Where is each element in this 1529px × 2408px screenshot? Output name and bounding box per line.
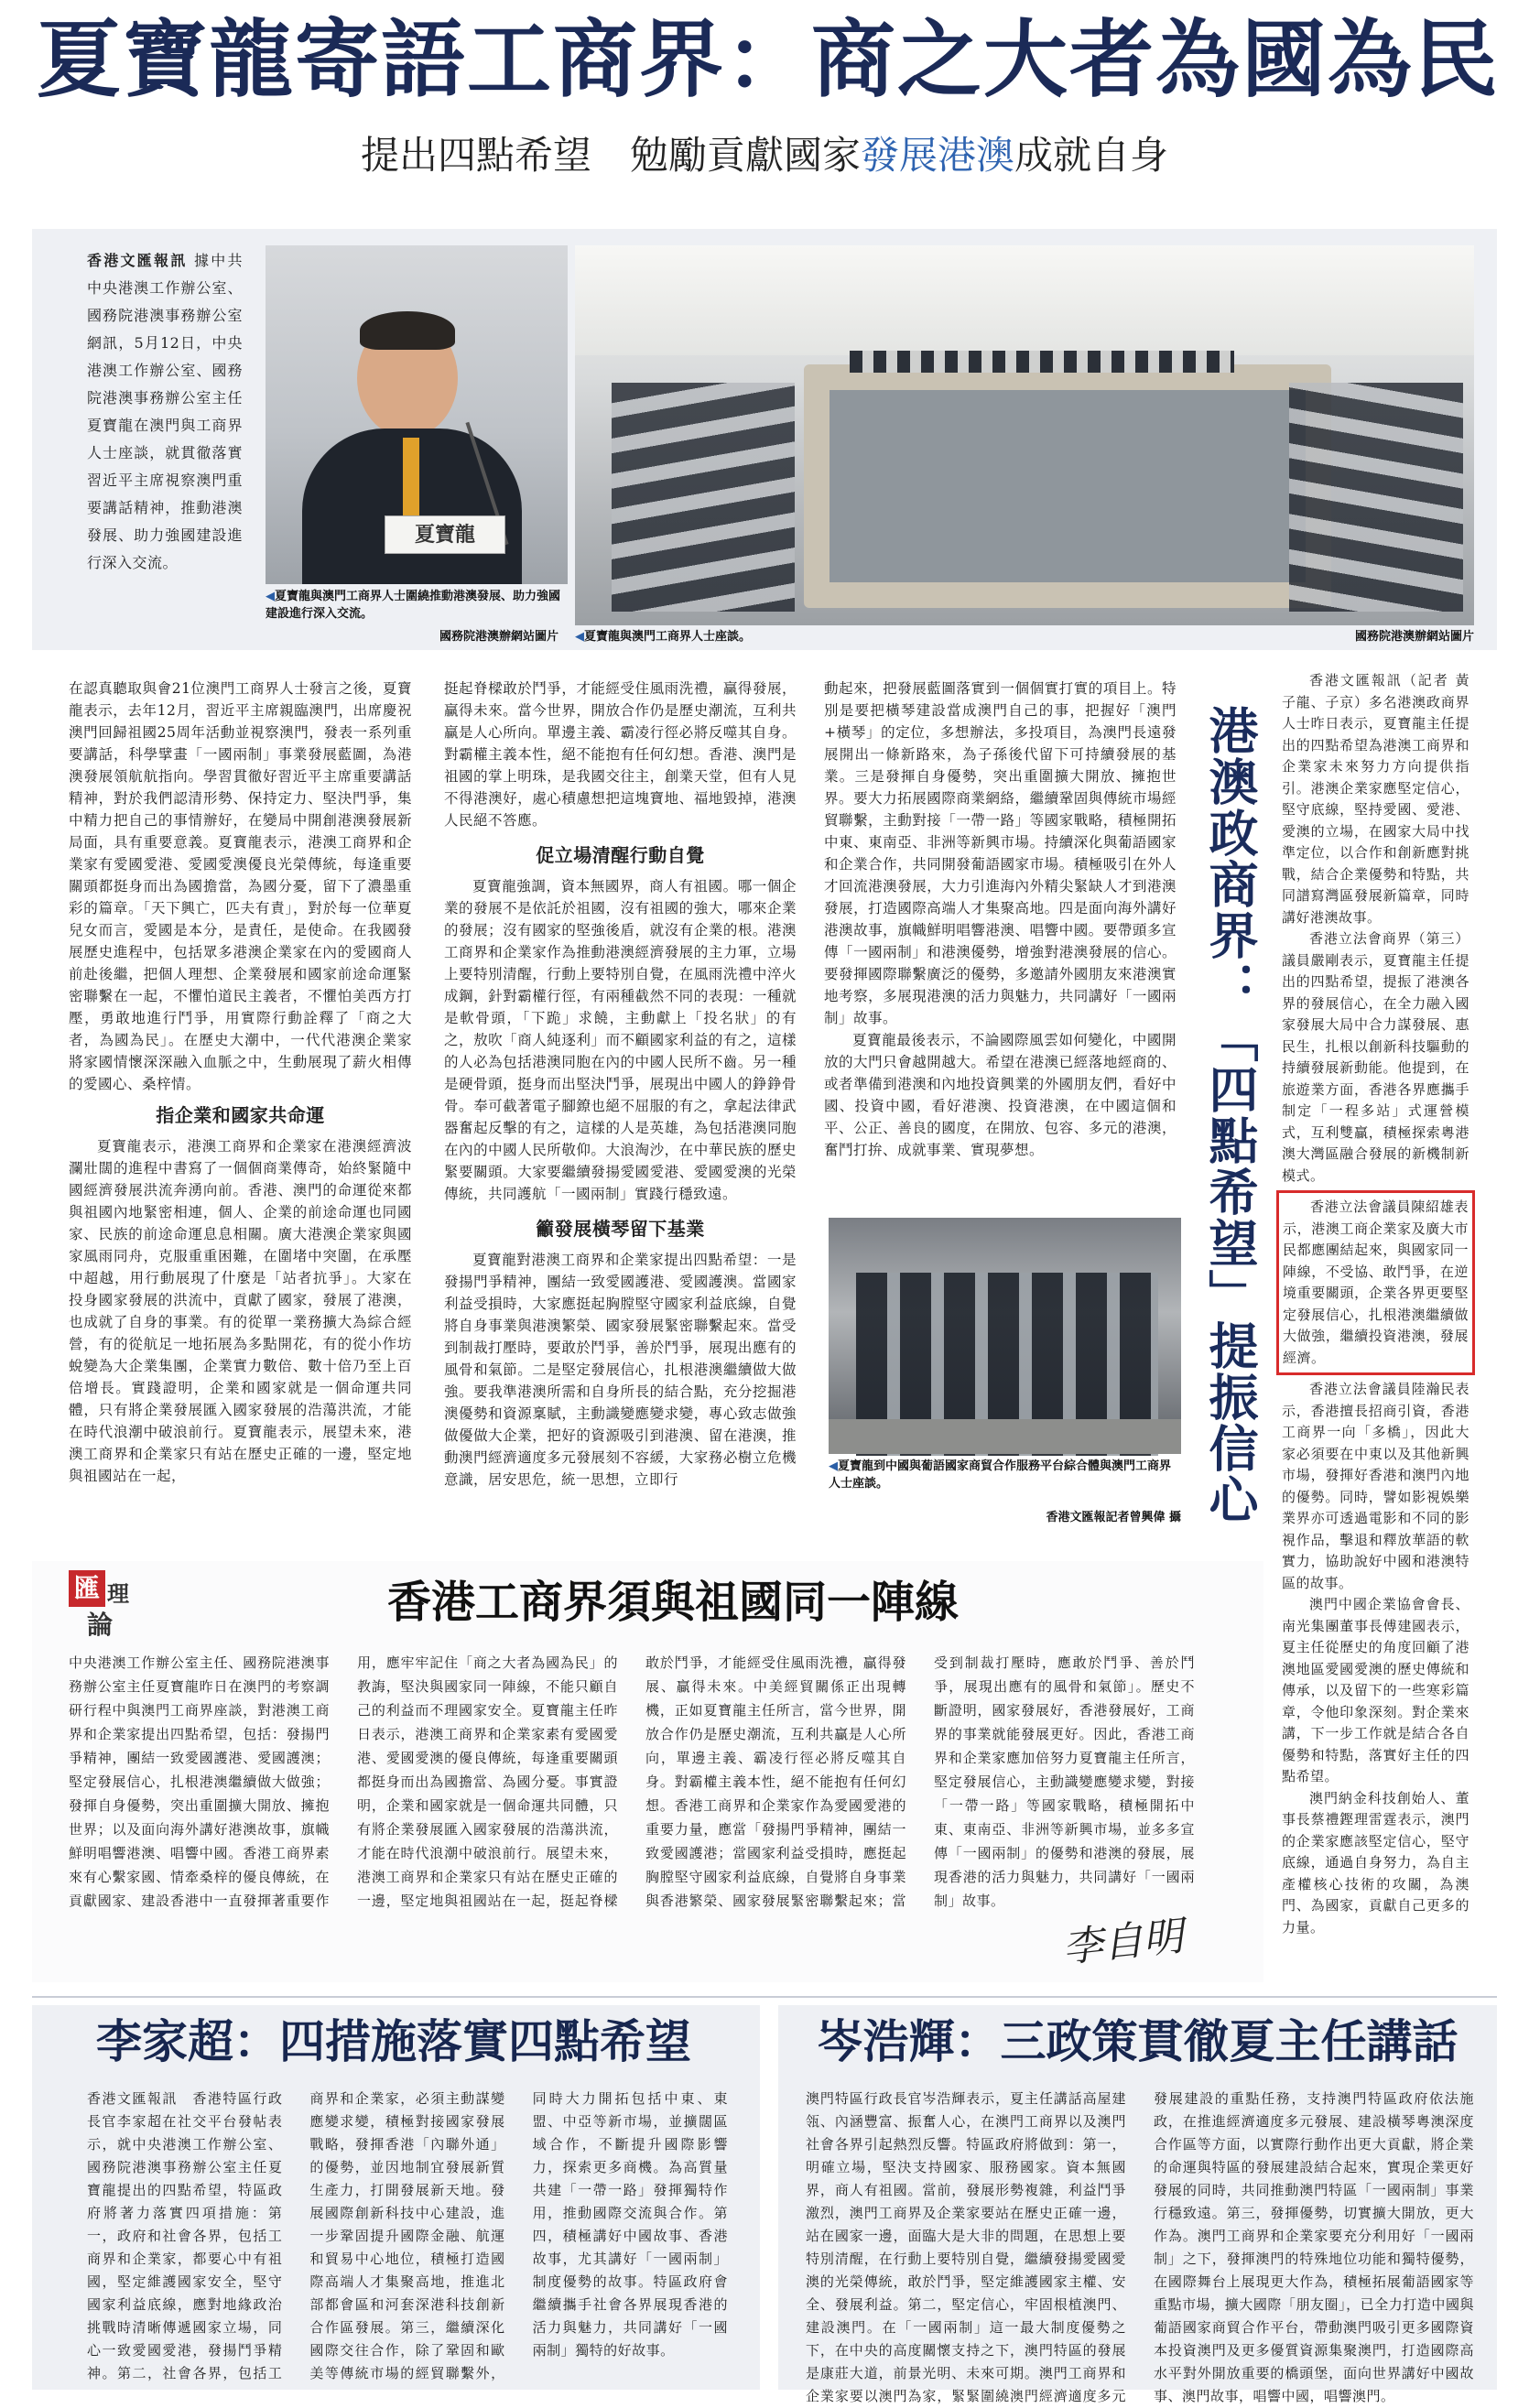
sidebar-s5: 澳門中國企業協會會長、南光集團董事長傅建國表示，夏主任從歷史的角度回顧了港澳地區愛國愛澳的歷史傳統和傳承，以及留下的一些寒彩篇章，令他印象深刻。對企業來講，下一步工作就是結合各自優勢和特點，落實好主任的四點希望。 bbox=[1282, 1596, 1469, 1784]
photo-meeting-credit: 國務院港澳辦網站圖片 bbox=[1354, 630, 1474, 644]
photo-portrait bbox=[266, 245, 568, 584]
body-c2: 挺起脊樑敢於鬥爭，才能經受住風雨洗禮，贏得發展，贏得未來。當今世界，開放合作仍是歷史潮流，互利共贏是人心所向。單邊主義、霸凌行徑必將反噬其自身。對霸權主義本性，絕不能抱有任何幻想。香港、澳門是祖國的掌上明珠，是我國交往主，創業天堂，但有人見不得港澳好，處心積慮想把這塊寶地、福地毀掉，港澳人民絕不答應。 bbox=[444, 680, 797, 829]
subtitle-part-a: 提出四點希望 勉勵貢獻國家 bbox=[360, 133, 861, 178]
commentary-text: 中央港澳工作辦公室主任、國務院港澳事務辦公室主任夏寶龍昨日在澳門的考察調研行程中與澳門工商界座談，對港澳工商界和企業家提出四點希望，包括：發揚門爭精神，團結一致愛國護港、愛國護澳；堅定發展信心，扎根港澳繼續做大做強；發揮自身優勢，突出重圍擴大開放、擁抱世界；以及面向海外講好港澳故事，旗幟鮮明唱響港澳、唱響中國。香港工商界素來有心繫家國、情牽桑梓的優良傳統，在貢獻國家、建設香港中一直發揮著重要作用，應牢牢記住「商之大者為國為民」的教誨，堅決與國家同一陣線，不能只顧自己的利益而不理國家安全。夏寶龍主任昨日表示，港澳工商界和企業家素有愛國愛港、愛國愛澳的優良傳統，每逢重要關頭都挺身而出為國擔當、為國分憂。事實證明，企業和國家就是一個命運共同體，只有將企業發展匯入國家發展的浩蕩洪流，才能在時代浪潮中破浪前行。展望未來，港澳工商界和企業家只有站在歷史正確的一邊，堅定地與祖國站在一起，挺起脊樑敢於鬥爭，才能經受住風雨洗禮，贏得發展、贏得未來。中美經貿關係正出現轉機，正如夏寶龍主任所言，當今世界，開放合作仍是歷史潮流，互利共贏是人心所向，單邊主義、霸凌行徑必將反噬其自身。對霸權主義本性，絕不能抱有任何幻想。香港工商界和企業家作為愛國愛港的重要力量，應當「發揚門爭精神，團結一致愛國護港；當國家利益受損時，應挺起胸膛堅守國家利益底線，自覺將自身事業與香港繁榮、國家發展緊密聯繫起來；當受到制裁打壓時，應敢於鬥爭、善於鬥爭，展現出應有的風骨和氣節」。歷史不斷證明，國家發展好，香港發展好，工商界的事業就能發展更好。因此，香港工商界和企業家應加倍努力夏寶龍主任所言，堅定發展信心，主動識變應變求變，對接「一帶一路」等國家戰略，積極開拓中東、東南亞、非洲等新興市場，並多多宣傳「一國兩制」的優勢和港澳的發展，展現香港的活力與魅力，共同講好「一國兩制」故事。 bbox=[69, 1654, 1195, 1909]
caption-triangle-icon: ◀ bbox=[575, 630, 584, 644]
commentary-signature: 李自明 bbox=[1060, 1913, 1186, 1972]
meeting-table bbox=[804, 364, 1331, 608]
headline-title: 夏寶龍寄語工商界：商之大者為國為民 bbox=[37, 10, 1501, 109]
sidebar-s1: 香港文匯報訊（記者 黃子龍、子京）多名港澳政商界人士昨日表示，夏寶龍主任提出的四點希望為港澳工商界和企業家未來努力方向提供指引。港澳企業家應堅定信心，堅守底線，堅持愛國、愛港、愛澳的立場，在國家大局中找準定位，以合作和創新應對挑戰，結合企業優勢和特點，共同譜寫灣區發展新篇章，同時講好港澳故事。 bbox=[1282, 672, 1469, 926]
photo-portrait-credit: 國務院港澳辦網站圖片 bbox=[439, 630, 558, 644]
caption-triangle-icon: ◀ bbox=[829, 1459, 838, 1473]
attendees-right bbox=[1289, 383, 1463, 612]
sidebar-s3: 香港立法會議員陳紹雄表示，港澳工商企業家及廣大市民都應團結起來，與國家同一陣線，不受協、敢鬥爭，在逆境重要關頭，企業各界更要堅定發展信心，扎根港澳繼續做大做強，繼續投資港澳，發展經濟。 bbox=[1276, 1190, 1475, 1375]
attendees-left bbox=[612, 383, 795, 612]
attendees-far bbox=[850, 351, 1234, 373]
subtitle-part-c: 成就自身 bbox=[1014, 133, 1169, 178]
body-column-2 bbox=[444, 678, 797, 1491]
room-wall bbox=[575, 245, 1474, 355]
badge-char-1: 匯 bbox=[69, 1570, 105, 1607]
body-c1b: 夏寶龍表示，港澳工商界和企業家在港澳經濟波瀾壯闊的進程中書寫了一個個商業傳奇，始終緊隨中國經濟發展洪流奔湧向前。香港、澳門的命運從來都與祖國內地緊密相連，個人、企業的前途命運也同國家、民族的前途命運息息相關。廣大港澳企業家與國家風雨同舟，克服重重困難，在圍堵中突圍，在承壓中超越，用行動展現了什麼是「站者抗爭」。大家在投身國家發展的洪流中，貢獻了國家，發展了港澳，也成就了自身的事業。有的從單一業務擴大為綜合經營，有的從航足一地拓展為多點開花，有的從小作坊蛻變為大企業集團，企業實力數倍、數十倍乃至上百倍增長。實踐證明，企業和國家就是一個命運共同體，只有將企業發展匯入國家發展的浩蕩洪流，才能在時代浪潮中破浪前行。夏寶龍表示，展望未來，港澳工商界和企業家只有站在歷史正確的一邊，堅定地與祖國站在一起， bbox=[69, 1138, 412, 1484]
body-column-3 bbox=[824, 678, 1177, 1161]
photo-walking-caption: ◀夏寶龍到中國與葡語國家商貿合作服務平台綜合體與澳門工商界人士座談。 bbox=[829, 1459, 1172, 1491]
sidebar-vertical-title: 港澳政商界：「四點希望」提振信心 bbox=[1201, 705, 1259, 1525]
photo-walking-credit: 香港文匯報記者曾興偉 攝 bbox=[1046, 1511, 1181, 1524]
commentary-badge bbox=[69, 1570, 179, 1643]
body-column-1 bbox=[69, 678, 412, 1487]
caption-triangle-icon: ◀ bbox=[266, 590, 275, 603]
commentary-title: 香港工商界須與祖國同一陣線 bbox=[386, 1577, 959, 1628]
lead-source: 香港文匯報訊 bbox=[87, 252, 188, 269]
sidebar-s6: 澳門納金科技創始人、董事長蔡禮鏗理雷霆表示，澳門的企業家應該堅定信心，堅守底線，通過自身努力，為自主產權核心技術的攻關，為澳門、為國家，貢獻自己更多的力量。 bbox=[1282, 1789, 1469, 1936]
nameplate: 夏寶龍 bbox=[385, 515, 505, 554]
bottom-left-text: 香港文匯報訊 香港特區行政長官李家超在社交平台發帖表示，就中央港澳工作辦公室、國務院港澳事務辦公室主任夏寶龍提出的四點希望，特區政府將著力落實四項措施：第一，政府和社會各界，包括工商界和企業家，都要心中有祖國，堅定維護國家安全，堅守國家利益底線，應對地緣政治挑戰時清晰傳遞國家立場，同心一致愛國愛港，發揚鬥爭精神。第二，社會各界，包括工商界和企業家，必須主動謀變應變求變，積極對接國家發展戰略，發揮香港「內聯外通」的優勢，並因地制宜發展新質生產力，打開發展新天地。發展國際創新科技中心建設，進一步鞏固提升國際金融、航運和貿易中心地位，積極打造國際高端人才集聚高地，推進北部都會區和河套深港科技創新合作區發展。第三，繼續深化國際交往合作，除了鞏固和歐美等傳統市場的經貿聯繫外，同時大力開拓包括中東、東盟、中亞等新市場，並擴闊區域合作，不斷提升國際影響力，探索更多商機。為高質量共建「一帶一路」發揮獨特作用，推動國際交流與合作。第四，積極講好中國故事、香港故事，尤其講好「一國兩制」制度優勢的故事。特區政府會繼續攜手社會各界展現香港的活力與魅力，共同講好「一國兩制」獨特的好故事。 bbox=[87, 2090, 728, 2381]
subhead-2: 促立場清醒行動自覺 bbox=[536, 844, 705, 866]
bottom-right-text: 澳門特區行政長官岑浩輝表示，夏主任講話高屋建瓴、內涵豐富、振奮人心，在澳門工商界以及澳門社會各界引起熱烈反響。特區政府將做到：第一，明確立場，堅決支持國家、服務國家。資本無國界，商人有祖國。當前，發展形勢複雜，利益鬥爭激烈，澳門工商界及企業家要站在歷史正確一邊，站在國家一邊，面臨大是大非的問題，在思想上要特別清醒，在行動上要特別自覺，繼續發揚愛國愛澳的光榮傳統，敢於鬥爭，堅定維護國家主權、安全、發展利益。第二，堅定信心，牢固根植澳門、建設澳門。在「一國兩制」這一最大制度優勢之下，在中央的高度關懷支持之下，澳門特區的發展是康莊大道，前景光明、未來可期。澳門工商界和企業家要以澳門為家，緊緊圍繞澳門經濟適度多元發展建設的重點任務，支持澳門特區政府依法施政，在推進經濟適度多元發展、建設橫琴粵澳深度合作區等方面，以實際行動作出更大貢獻，將企業的命運與特區的發展建設結合起來，實現企業更好發展的同時，共同推動澳門特區「一國兩制」事業行穩致遠。第三，發揮優勢，切實擴大開放，更大作為。澳門工商界和企業家要充分利用好「一國兩制」之下，發揮澳門的特殊地位功能和獨特優勢，在國際舞台上展現更大作為，積極拓展葡語國家等重點市場，擴大國際「朋友圈」，已全力打造中國與葡語國家商貿合作平台，帶動澳門吸引更多國際資本投資澳門及更多優質資源集聚澳門，打造國際高水平對外開放重要的橋頭堡，面向世界講好中國故事、澳門故事，唱響中國，唱響澳門。 bbox=[806, 2090, 1474, 2404]
person-hair bbox=[360, 311, 455, 350]
subhead-1: 指企業和國家共命運 bbox=[156, 1104, 325, 1126]
photo-meeting-caption: ◀夏寶龍與澳門工商界人士座談。 bbox=[575, 630, 752, 644]
lead-paragraph bbox=[87, 247, 243, 577]
sidebar-s4: 香港立法會議員陸瀚民表示，香港擅長招商引資，香港工商界一向「多橋」，因此大家必須要在中東以及其他新興市場，發揮好香港和澳門內地的優勢。同時，譬如影視娛樂業界亦可透過電影和不同的影視作品，擊退和釋放華語的軟實力，協助說好中國和港澳特區的故事。 bbox=[1282, 1381, 1469, 1591]
sidebar-s2: 香港立法會商界（第三）議員嚴剛表示，夏寶龍主任提出的四點希望，提振了港澳各界的發展信心，在全力融入國家發展大局中合力謀發展、惠民生，扎根以創新科技驅動的持續發展新動能。他提到，在旅遊業方面，香港各界應攜手制定「一程多站」式運營模式，互利雙贏，積極探索粵港澳大灣區融合發展的新機制新模式。 bbox=[1282, 930, 1469, 1184]
photo-meeting-room bbox=[575, 245, 1474, 625]
sidebar-text bbox=[1282, 670, 1469, 1938]
body-c2b: 夏寶龍強調，資本無國界，商人有祖國。哪一個企業的發展不是依託於祖國，沒有祖國的強大，哪來企業的發展；沒有國家的堅強後盾，就沒有企業的根。港澳工商界和企業家作為推動港澳經濟發展的主力軍，立場上要特別清醒，行動上要特別自覺，在風雨洗禮中淬火成鋼，針對霸權行徑，有兩種截然不同的表現：一種就是軟骨頭，「下跪」求饒，主動獻上「投名狀」的有之，敖吹「商人純逐利」而不顧國家利益的有之，這樣的人必為包括港澳同胞在內的中國人民所不齒。另一種是硬骨頭，挺身而出堅決鬥爭，展現出中國人的錚錚骨骨。奉可截著電子腳鐐也絕不屈服的有之，拿起法律武器奮起反擊的有之，這樣的人是英雄，為包括港澳同胞在內的中國人民所敬仰。大浪淘沙，在中華民族的歷史緊要關頭。大家要繼續發揚愛國愛港、愛國愛澳的光榮傳統，共同護航「一國兩制」實踐行穩致遠。 bbox=[444, 878, 797, 1202]
photo-walking-group bbox=[829, 1218, 1181, 1454]
lead-text: 據中共中央港澳工作辦公室、國務院港澳事務辦公室網訊，5月12日，中央港澳工作辦公室、國務院港澳事務辦公室主任夏寶龍在澳門與工商界人士座談，就貫徹落實習近平主席視察澳門重要講話精神，推動港澳發展、助力強國建設進行深入交流。 bbox=[87, 252, 243, 571]
subtitle-highlight: 發展港澳 bbox=[860, 133, 1014, 178]
page-headline bbox=[0, 0, 1529, 178]
badge-char-2: 理 bbox=[107, 1580, 129, 1607]
subhead-3: 籲發展橫琴留下基業 bbox=[536, 1218, 705, 1240]
floor bbox=[829, 1419, 1181, 1454]
bottom-left-title: 李家超：四措施落實四點希望 bbox=[96, 2015, 691, 2068]
bottom-right-title: 岑浩輝：三政策貫徹夏主任講話 bbox=[817, 2015, 1459, 2068]
commentary-box bbox=[32, 1561, 1263, 1982]
body-c3: 動起來，把發展藍圖落實到一個個實打實的項目上。特別是要把橫琴建設當成澳門自己的事，把握好「澳門+橫琴」的定位，多想辦法，多投項目，為澳門長遠發展開出一條新路來，為子孫後代留下可持續發展的基業。三是發揮自身優勢，突出重圍擴大開放、擁抱世界。要大力拓展國際商業網絡，繼續鞏固與傳統市場經貿聯繫，主動對接「一帶一路」等國家戰略，積極開拓中東、東南亞、非洲等新興市場。持續深化與葡語國家和企業合作，共同開發葡語國家市場。積極吸引在外人才回流港澳發展，大力引進海內外精尖緊缺人才到港澳發展，打造國際高端人才集聚高地。四是面向海外講好港澳故事，旗幟鮮明唱響港澳、唱響中國。要帶頭多宣傳「一國兩制」和港澳優勢，增強對港澳發展的信心。要發揮國際聯繫廣泛的優勢，多邀請外國朋友來港澳實地考察，多展現港澳的活力與魅力，共同講好「一國兩制」故事。 bbox=[824, 680, 1177, 1026]
headline-subtitle bbox=[0, 128, 1529, 183]
body-c1: 在認真聽取與會21位澳門工商界人士發言之後，夏寶龍表示，去年12月，習近平主席親臨澳門，出席慶祝澳門回歸祖國25周年活動並視察澳門，發表一系列重要講話，科學擘畫「一國兩制」事業發展藍圖，為港澳發展領航航指向。學習貫徹好習近平主席重要講話精神，對於我們認清形勢、保持定力、堅決門爭，集中精力把自己的事情辦好，在變局中開創港澳發展新局面，具有重要意義。夏寶龍表示，港澳工商界和企業家有愛國愛港、愛國愛澳優良光榮傳統，每逢重要關頭都挺身而出為國擔當，為國分憂，留下了濃墨重彩的篇章。「天下興亡，匹夫有責」，對於每一位華夏兒女而言，愛國是本分，是責任，是使命。在我國發展歷史進程中，包括眾多港澳企業家在內的愛國商人前赴後繼，把個人理想、企業發展和國家前途命運緊密聯繫在一起，不懼怕道民主義者，不懼怕美西方打壓，勇敢地進行鬥爭，用實際行動詮釋了「商之大者，為國為民」。在歷史大潮中，一代代港澳企業家將家國情懷深深融入血脈之中，生動展現了薪火相傳的愛國心、桑梓情。 bbox=[69, 680, 412, 1092]
section-divider bbox=[32, 1996, 1497, 1998]
body-c2c: 夏寶龍對港澳工商界和企業家提出四點希望：一是發揚門爭精神，團結一致愛國護港、愛國護澳。當國家利益受損時，大家應挺起胸膛堅守國家利益底線，自覺將自身事業與港澳繁榮、國家發展緊密聯繫起來。當受到制裁打壓時，要敢於鬥爭，善於鬥爭，展現出應有的風骨和氣節。二是堅定發展信心，扎根港澳繼續做大做強。要我準港澳所需和自身所長的結合點，充分挖掘港澳優勢和資源稟賦，主動識變應變求變，專心致志做強做優做大企業，把好的資源吸引到港澳、留在港澳，推動澳門經濟適度多元發展刻不容緩，大家務必樹立危機意識，居安思危，統一思想，立即行 bbox=[444, 1252, 797, 1488]
badge-char-3: 論 bbox=[87, 1610, 114, 1640]
body-c3b: 夏寶龍最後表示，不論國際風雲如何變化，中國開放的大門只會越開越大。希望在港澳已經落地經商的、或者準備到港澳和內地投資興業的外國朋友們，看好中國、投資中國，看好港澳、投資港澳，在中國這個和平、公正、善良的國度，在開放、包容、多元的港澳，奮鬥打拚、成就事業、實現夢想。 bbox=[824, 1032, 1177, 1158]
photo-portrait-caption: ◀夏寶龍與澳門工商界人士圍繞推動港澳發展、助力強國建設進行深入交流。 bbox=[266, 590, 561, 621]
